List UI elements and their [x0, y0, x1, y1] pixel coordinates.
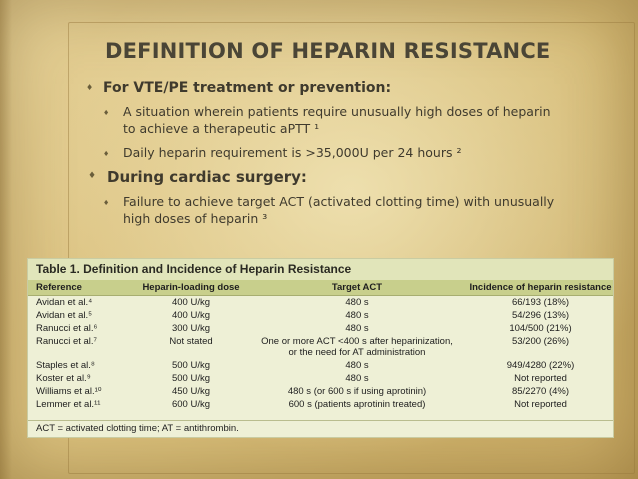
cell-dose: 600 U/kg: [171, 399, 211, 410]
cell-dose: 400 U/kg: [171, 310, 211, 321]
bullet-vte-daily-requirement: [86, 144, 556, 161]
bullet-list: [86, 80, 556, 234]
page-edge-shadow: [0, 0, 12, 479]
bullet-text: Failure to achieve target ACT (activated clotting time) with unusually high doses of heparin ³: [123, 194, 555, 226]
header-reference: Reference: [36, 282, 82, 293]
cell-incidence: Not reported: [514, 399, 567, 410]
cell-target-act: One or more ACT <400 s after heparinization, or the need for AT administration: [261, 336, 453, 358]
cell-dose: 300 U/kg: [171, 323, 211, 334]
cell-incidence: 66/193 (18%): [511, 297, 570, 308]
bullet-cardiac-definition: [86, 193, 556, 227]
table-row: [28, 398, 613, 411]
cell-incidence: 53/200 (26%): [511, 336, 570, 347]
cell-incidence: 949/4280 (22%): [506, 360, 575, 371]
cell-target-act: 480 s (or 600 s if using aprotinin): [287, 386, 427, 397]
cell-reference: Staples et al.⁸: [36, 360, 95, 371]
cell-target-act: 480 s: [345, 323, 369, 334]
bullet-cardiac-heading: [86, 168, 556, 186]
table-footnote: ACT = activated clotting time; AT = antithrombin.: [28, 420, 613, 437]
diamond-bullet-icon: ♦: [86, 83, 94, 92]
cell-dose: Not stated: [169, 336, 213, 347]
cell-reference: Ranucci et al.⁶: [36, 323, 98, 334]
cell-incidence: 54/296 (13%): [511, 310, 570, 321]
cell-target-act: 480 s: [345, 297, 369, 308]
bullet-text: Daily heparin requirement is >35,000U per 24 hours ²: [123, 145, 462, 160]
diamond-bullet-icon: ♦: [103, 109, 110, 117]
cell-incidence: 85/2270 (4%): [511, 386, 570, 397]
slide-title: DEFINITION OF HEPARIN RESISTANCE: [105, 39, 551, 63]
bullet-vte-heading: [86, 80, 556, 96]
header-loading-dose: Heparin-loading dose: [142, 282, 240, 293]
cell-reference: Koster et al.⁹: [36, 373, 91, 384]
cell-dose: 500 U/kg: [171, 373, 211, 384]
table-row: [28, 372, 613, 385]
table-row: [28, 322, 613, 335]
table-row: [28, 309, 613, 322]
table-title: Table 1. Definition and Incidence of Heparin Resistance: [28, 259, 613, 280]
bullet-text: During cardiac surgery:: [107, 168, 307, 186]
table-row: [28, 385, 613, 398]
bullet-text: A situation wherein patients require unusually high doses of heparin to achieve a therapeutic aPTT ¹: [123, 104, 551, 136]
cell-dose: 500 U/kg: [171, 360, 211, 371]
diamond-bullet-icon: ♦: [103, 150, 110, 158]
cell-target-act: 480 s: [345, 360, 369, 371]
cell-incidence: 104/500 (21%): [509, 323, 572, 334]
cell-dose: 450 U/kg: [171, 386, 211, 397]
header-target-act: Target ACT: [331, 282, 383, 293]
bullet-text: For VTE/PE treatment or prevention:: [103, 80, 392, 96]
cell-dose: 400 U/kg: [171, 297, 211, 308]
table-row: [28, 296, 613, 309]
diamond-bullet-icon: ♦: [103, 199, 110, 207]
cell-reference: Avidan et al.⁵: [36, 310, 93, 321]
cell-incidence: Not reported: [514, 373, 567, 384]
diamond-bullet-icon: ♦: [88, 171, 97, 181]
table-row: [28, 335, 613, 359]
heparin-resistance-table: [27, 258, 614, 438]
cell-reference: Lemmer et al.¹¹: [36, 399, 101, 410]
cell-target-act: 480 s: [345, 310, 369, 321]
cell-reference: Williams et al.¹⁰: [36, 386, 102, 397]
cell-target-act: 480 s: [345, 373, 369, 384]
cell-reference: Avidan et al.⁴: [36, 297, 93, 308]
cell-reference: Ranucci et al.⁷: [36, 336, 97, 347]
cell-target-act: 600 s (patients aprotinin treated): [288, 399, 426, 410]
bullet-vte-definition: [86, 103, 556, 137]
table-header-row: [28, 280, 613, 296]
header-incidence: Incidence of heparin resistance: [469, 282, 612, 293]
table-row: [28, 359, 613, 372]
